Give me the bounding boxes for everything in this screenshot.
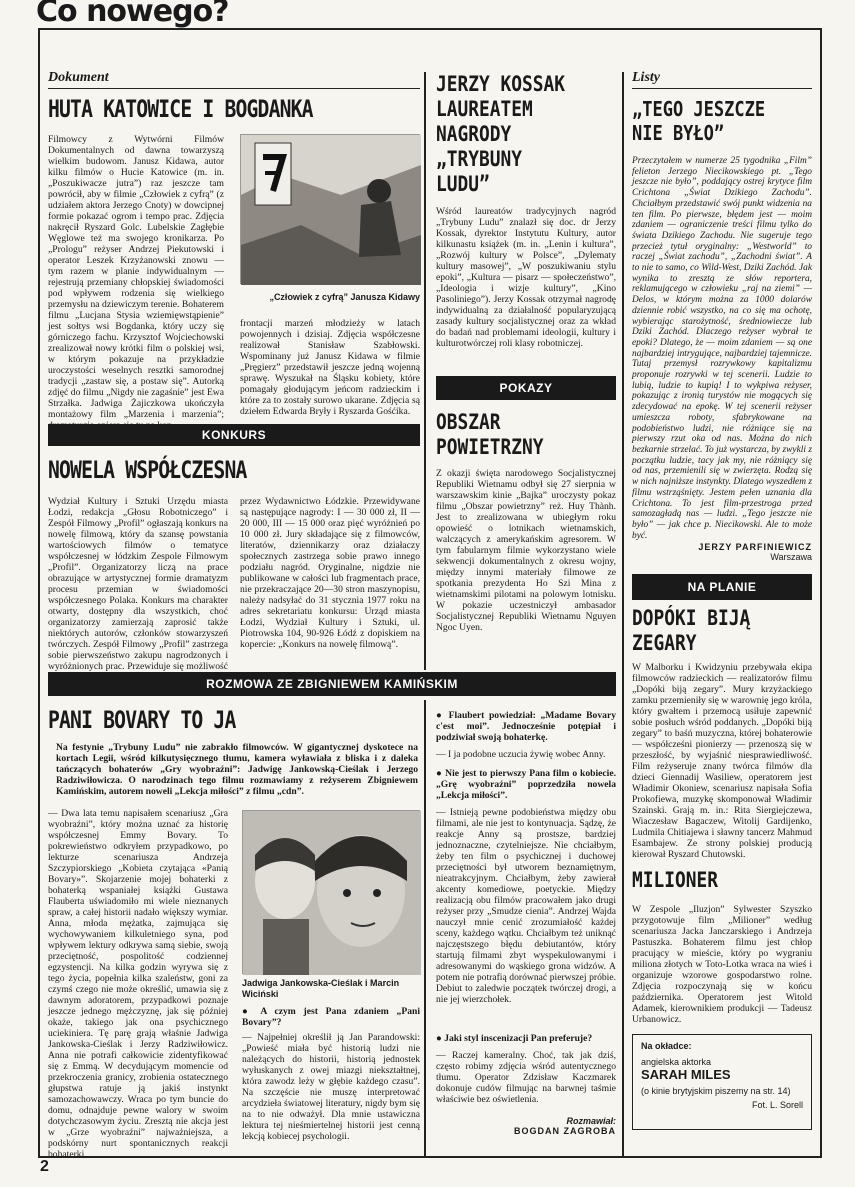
rozmowa-q2: ● Nie jest to pierwszy Pana film o kobiecie. „Grę wyobraźni” poprzedziła nowela „Lekcja miłości”. [436, 768, 616, 801]
dokument-article [48, 70, 420, 121]
listy-article [632, 70, 812, 145]
listy-title-line: NIE BYŁO” [632, 121, 725, 145]
konkurs-title: NOWELA WSPÓŁCZESNA [48, 456, 247, 484]
rozmowa-bar: ROZMOWA ZE ZBIGNIEWEM KAMIŃSKIM [48, 672, 616, 696]
kossak-title-line: JERZY KOSSAK [436, 72, 565, 96]
photo-man-with-number [241, 135, 421, 285]
rozmowa-title: PANI BOVARY TO JA [48, 706, 236, 734]
dokument-photo [240, 134, 420, 284]
kossak-title-line: NAGRODY [436, 122, 512, 146]
konkurs-header [48, 458, 420, 482]
pokazy-title [436, 410, 616, 460]
dokument-title: HUTA KATOWICE I BOGDANKA [48, 95, 313, 123]
kossak-title-line: LUDU” [436, 172, 490, 196]
na-planie-title-line: DOPÓKI BIJĄ [632, 606, 751, 630]
listy-title-line: „TEGO JESZCZE [632, 97, 766, 121]
rozmowa-q3: ● Jaki styl inscenizacji Pan preferuje? [436, 1033, 593, 1044]
masthead: Co nowego? [36, 0, 229, 29]
photo-woman-and-boy [243, 811, 421, 975]
rozmowa-photo-caption: Jadwiga Jankowska-Cieślak i Marcin Wiciński [242, 978, 400, 999]
kossak-title-line: „TRYBUNY [436, 147, 522, 171]
cover-line3: (o kinie brytyjskim piszemy na str. 14) [641, 1086, 791, 1096]
rozmowa-col2b: — Najpełniej określił ją Jan Parandowski: „Powieść miała być historią ludzi nie należących do historii, historią jednostek wyłuskanych z owej miazgi niekształtnej, która zawodz leży w głębie każdego czasu”. Na szczęście nie muszę interpretować arcydzieła światowej literatury, nigdy bym się na to nie odważył. Dla mnie ustawiczna lektura tej nieśmiertelnej historii jest cenną lekcją kobiecej psychologii. [242, 1032, 420, 1142]
rozmowa-a2: — Istnieją pewne podobieństwa między obu filmami, ale nie jest to kontynuacja. Sądzę, że reakcje Anny są prostsze, bardziej jednoznaczne, czytelniejsze. Nie chciałbym, żeby ten film o psychicznej i duchowej przeciętności był utworem beznamiętnym, nieatrakcyjnym. Chciałbym, żeby zawierał akcenty komediowe, poetyckie. Między realizacją obu filmów pracowałem jako drugi reżyser przy „Smudze cienia”. Andrzej Wajda nauczył mnie cenić zrozumiałość każdej sceny, każdego wątku. Chciałbym też uniknąć najczęstszego błędu debiutantów, który startują filmami zbyt wyspekulowanymi i adresowanymi do wąskiego grona widzów. A potem nie potrafią dorównać pierwszej próbie. Debiut to zaledwie początek twórczej drogi, a nie jej wierzchołek. [436, 807, 616, 1005]
listy-body: Przeczytałem w numerze 25 tygodnika „Film” felieton Jerzego Niecikowskiego pt. „Tego jeszcze nie było”, poddający ostrej krytyce film Crichtona „Świat Dzikiego Zachodu”. Chciałbym przedstawić swój punkt widzenia na ten film. Po pierwsze, błędem jest — moim zdaniem — ograniczenie treści filmu tylko do świata Dzikiego Zachodu. Nie sugeruje tego przecież tytuł oryginalny: „Westworld” to raczej „Świat zachodu”, „Zachodni świat”. A to nie to samo, co Wild-West, Dziki Zachód. Jak wynika to zresztą ze słów reportera, reklamującego w człowieku „raj na ziemi” — Delos, w którym można za 1000 dolarów dziennie robić wszystko, na co się ma ochotę, wybierając starożytność, średniowiecze lub Dziki Zachód. Dlaczego reżyser wybrał te epoki? Dlatego, że — moim zdaniem — są one najbardziej intrygujące, najbardziej tajemnicze. Tutaj przemysł rozrywkowy kapitalizmu proponuje rozrywki w tej scenerii. Ludzie to lubią, ludzie to kupią! I to wykpiwa reżyser, pokazując z ironią turystów nie mogących się zdecydować na epokę. W tej scenerii reżyser umieszcza roboty, sfabrykowane na podobieństwo ludzi, nie różniące się na pierwszy rzut oka od nas. Można do nich bezkarnie strzelać. To już wystarcza, by zwykli z początku ludzie, tacy jak my, nie różniący się od nas, przemienili się w zwierzęta. Rodzą się w nich najniższe instynkty. Dlatego wyszedłem z filmu wstrząśnięty. Jestem pełen uznania dla Crichtona. To jest film-przestroga przed samozagładą nas — ludzi. „Tego jeszcze nie było” — jak chce p. Niecikowski. Ale to może być. [632, 156, 812, 541]
listy-city: Warszawa [770, 552, 812, 562]
milioner-body: W Zespole „Iluzjon” Sylwester Szyszko przygotowuje film „Milioner” według scenariusza Jacka Janczarskiego i Andrzeja Pastuszka. Bohaterem filmu jest chłop pracujący w mieście, który po wygraniu miliona złotych w Toto-Lotka wraca na wieś i organizuje wzorowe gospodarstwo rolne. Zdjęcia rozpoczynają się w końcu października. Operatorem jest Witold Adamek, kierownikiem produkcji — Tadeusz Urbanowicz. [632, 904, 812, 1025]
rozmowa-lead: Na festynie „Trybuny Ludu” nie zabrakło filmowców. W gigantycznej dyskotece na kortach Legii, wśród kilkutysięcznego tłumu, kamera wyławiała z bliska i z daleka tańczących bohaterów „Gry wyobraźni”: Jadwigę Jankowską-Cieślak i Jerzego Radziwiłowicza. O narodzinach tego filmu rozmawiamy z reżyserem Zbigniewem Kamińskim, autorem noweli „Lekcja miłości” z filmu „cdn”. [56, 742, 418, 797]
milioner-title: MILIONER [632, 868, 718, 892]
dokument-photo-caption: „Człowiek z cyfrą” Janusza Kidawy [269, 292, 420, 302]
kossak-body: Wśród laureatów tradycyjnych nagród „Trybuny Ludu” znalazł się doc. dr Jerzy Kossak, dyrektor Instytutu Kultury, autor kilkunastu książek (m. in. „Lenin i kultura”, „Rozwój kultury w Polsce”, „Dylematy kultury masowej”, „W poszukiwaniu stylu epoki”, „Kultura — pisarz — społeczeństwo”, „Ideologia i wizje kultury”, „Kino Pasoliniego”). Jerzy Kossak otrzymał nagrodę indywidualną za działalność popularyzującą zasady kultury socjalistycznej oraz za wkład do badań nad problemami ideologii, kultury i kulturotwórczej roli klasy robotniczej. [436, 206, 616, 349]
rozmowa-question-mid: ● A czym jest Pana zdaniem „Pani Bovary”? [242, 1006, 420, 1028]
na-planie-title-line: ZEGARY [632, 631, 697, 655]
pokazy-title-line: OBSZAR [436, 410, 501, 434]
pokazy-title-line: POWIETRZNY [436, 435, 544, 459]
rozmowa-col1: — Dwa lata temu napisałem scenariusz „Gra wyobraźni”, który można uznać za historię współczesnej Emmy Bovary. To pokrewieństwo odkryłem przypadkowo, po lekturze scenariusza Andrzeja Szczypiorskiego „Kobieta czytająca «Panią Bovary»”. Skojarzenie mojej bohaterki z bohaterką wspaniałej książki Gustawa Flauberta uświadomiło mi wiele nieznanych spraw, a całej historii nadało większy wymiar. Anna, młoda mężatka, zajmująca się wychowywaniem kilkuletniego syna, pod wpływem lektury odkrywa samą siebie, swoją przeciętność, pospolitość codziennej egzystencji. Na kilka godzin wyrywa się z tego życia, popełnia kilka szaleństw, goni za czymś czego nie może określić, umawia się z dawnym adoratorem, przypadkowi poznaje jeszcze jednego mężczyznę, jak się później okaże, takiego jak ona psychicznego uciekiniera. Tę parę grają właśnie Jadwiga Jankowska-Cieślak i Jerzy Radziwiłowicz. Anna nie potrafi całkowicie zidentyfikować się z Emmą. W decydującym momencie od przekroczenia granicy, zrobienia ostatecznego głupstwa ratuje ją jakiś instynkt samozachowawczy. Wraca po tym buncie do domu, odnajduje pewne walory w swoim dotychczasowym życiu. Zresztą nie akcja jest w „Grze wyobraźni” najważniejsza, a podskórny nurt spontanicznych reakcji bohaterki. [48, 808, 228, 1160]
column-rule [424, 700, 426, 1158]
cover-credit: Fot. L. Sorell [751, 1100, 803, 1110]
rozmowa-a3: — Raczej kameralny. Choć, tak jak dziś, często robimy zdjęcia wśród autentycznego tłumu. Operator Zdzisław Kaczmarek dokonuje cudów filmując na barwnej taśmie właściwie bez oświetlenia. [436, 1050, 616, 1105]
kossak-title-line: LAUREATEM [436, 97, 533, 121]
listy-signature-block [632, 542, 812, 562]
section-tag-listy: Listy [632, 70, 812, 89]
kossak-title [436, 72, 616, 197]
na-planie-body: W Malborku i Kwidzyniu przebywała ekipa filmowców radzieckich — realizatorów filmu „Dopóki biją zegary”. Mury krzyżackiego zamku przemieniły się w warownię jego króla, który gwałtem i przemocą usiłuje zapewnić sobie posłuch wśród poddanych. „Dopóki biją zegary” to baśń muzyczna, której bohaterowie — współcześni pionierzy — przenoszą się w przeszłość, by wyjaśnić niesprawiedliwość. Film reżyseruje znany twórca filmów dla dzieci Giennadij Wasiliew, operatorem jest Władimir Okoniew, scenariusz napisała Sofia Prokofiewa, muzykę skomponował Władimir Szainski. Grają m. in.: Rita Siergiejczewa, Wiaczesław Bagaczew, Witolij Gardijenko, Ludmila Chitiajewa i sławny tancerz Mahmud Esambajew. Ze strony polskiej producją kierował Ryszard Chutowski. [632, 662, 812, 860]
page-number: 2 [40, 1158, 49, 1175]
pokazy-body: Z okazji święta narodowego Socjalistycznej Republiki Wietnamu odbył się 27 sierpnia w warszawskim kinie „Bajka” uroczysty pokaz filmu „Obszar powietrzny” reż. Huy Thành. Jest to zrealizowana w ubiegłym roku opowieść o lotnikach wietnamskich, walczących z amerykańskim agresorem. W tym fabularnym filmie wykorzystano wiele sekwencji dokumentalnych z okresu wojny, między innymi materiały filmowe ze spotkania prezydenta Ho Szi Mina z wietnamskimi pilotami na polowym lotnisku. W pokazie uczestniczył ambasador Socjalistycznej Republiki Wietnamu Nguyen Ngoc Uyen. [436, 468, 616, 633]
rozmowa-col3 [436, 710, 616, 1136]
na-planie-title [632, 606, 812, 656]
rozmowa-a1: — I ja podobne uczucia żywię wobec Anny. [436, 749, 606, 760]
cover-line1: angielska aktorka [641, 1057, 712, 1067]
kossak-article [436, 72, 616, 197]
dokument-body: Filmowcy z Wytwórni Filmów Dokumentalnych od dawna towarzyszą wielkim budowom. Janusz Kidawa, autor kilku filmów o Hucie Katowice (m. in. „Poszukiwacze jutra”) raz jeszcze tam powrócił, aby w filmie „Człowiek z cyfrą” (z udziałem aktora Jerzego Cnoty) w dowcipnej formie pokazać ogrom i tempo prac. Zdjęcia nakręcił Ryszard Golc. Lubelskie Zagłębie Węglowe też ma swojego kronikarza. Po „Prologu” reżyser Andrzej Piekutowski i operator Leszek Krzyżanowski znowu — tym razem w planie indywidualnym — rejestrują przemiany chłopskiej świadomości pod wpływem rodzenia się wielkiego przemysłu na dziewiczym terenie. Bohaterem filmu „Lucjana Stysia wziemięwstąpienie” jest sołtys wsi Bogdanka, który uczy się górniczego fachu. Krzysztof Wojciechowski zrealizował nowy krótki film o polskiej wsi, w którym pokazuje na przykładzie uroczystości weselnych resztki samorodnej tradycji „zastaw się, a postaw się”. Autorką zdjęć do filmu „Nigdy nie zagaśnie” jest Ewa Strzałka. Jadwiga Żajiczkowa ukończyła montażowy film „Marzenia i marzenia”; [48, 134, 224, 420]
rozmowa-header [48, 708, 420, 732]
column-rule [424, 72, 426, 670]
cover-label: Na okładce: [641, 1041, 692, 1051]
section-tag-dokument: Dokument [48, 70, 420, 89]
rozmowa-signature-label: Rozmawiał: [566, 1116, 616, 1126]
rozmowa-q1: ● Flaubert powiedział: „Madame Bovary c'est moi”. Jednocześnie potępiał i podziwiał swoją bohaterkę. [436, 710, 616, 743]
cover-info-box [632, 1034, 812, 1130]
konkurs-body: Wydział Kultury i Sztuki Urzędu miasta Łodzi, redakcja „Głosu Robotniczego” i Zespół Filmowy „Profil” ogłaszają konkurs na nowelę filmową, który da szansę powstania wartościowych filmów o tematyce współczesnej w łódzkim Zespole Filmowym „Profil”. Organizatorzy liczą na prace obrazujące w artystycznej formie dramatyzm procesu przemian w świadomości współczesnego Polaka. Konkurs ma charakter otwarty, dostępny dla wszystkich, choć organizatorzy zamierzają zaprosić także niektórych autorów, członków stowarzyszeń twórczych. Zespół Filmowy „Profil” zastrzega sobie pierwszeństwo zakupu nagrodzonych i wyróżnionych prac. Przewiduje się możliwość [48, 496, 228, 672]
listy-signature: JERZY PARFINIEWICZ [698, 542, 812, 552]
konkurs-bar: KONKURS [48, 424, 420, 446]
rozmowa-photo [242, 810, 420, 974]
konkurs-body-continued: przez Wydawnictwo Łódzkie. Przewidywane są następujące nagrody: I — 30 000 zł, II — 20 000, III — 15 000 oraz pięć wyróżnień po 10 000 zł. Jury składające się z filmowców, literatów, dziennikarzy oraz działaczy społecznych zastrzega sobie prawo innego podziału nagród. Oryginalne, nigdzie nie publikowane w całości lub fragmentach prace, nie przekraczające 20—30 stron maszynopisu, należy nadsyłać do 31 stycznia 1977 roku na adres sekretariatu konkursu: Urząd miasta Łodzi, Wydział Kultury i Sztuki, ul. Piotrowska 104, 90-926 Łódź z dopiskiem na kopercie: „Konkurs na nowelę filmową”. [240, 496, 420, 650]
dokument-body-continued: frontacji marzeń młodzieży w latach powojennych i dzisiaj. Zdjęcia współczesne realizował Stanisław Szabłowski. Wspominany już Janusz Kidawa w filmie „Pręgierz” przedstawił jeszcze jedną wojenną sprawę. Wyszukał na Śląsku kobiety, które pomagały głodującym jeńcom radzieckim i które za to zostały surowo ukarane. Zdjęcia są dziełem Edwarda Bryły i Ryszarda Gośćika. [240, 318, 420, 417]
rozmowa-signature-name: BOGDAN ZAGROBA [514, 1126, 616, 1136]
column-rule [622, 72, 624, 1158]
cover-name: SARAH MILES [641, 1067, 731, 1082]
na-planie-bar: NA PLANIE [632, 574, 812, 600]
pokazy-bar: POKAZY [436, 376, 616, 400]
